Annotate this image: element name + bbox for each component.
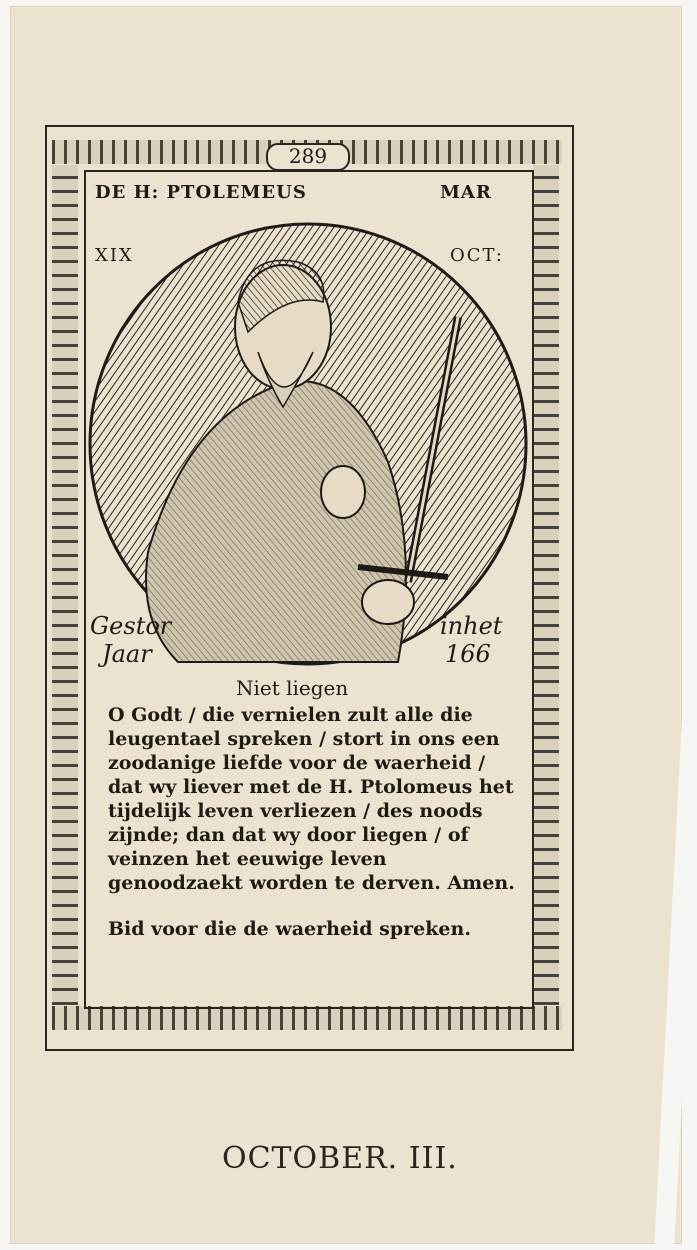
caption-right-line1: inhet [440, 612, 503, 640]
caption-left-line2: Jaar [102, 640, 152, 668]
saint-portrait-engraving [88, 222, 528, 666]
month-abbrev: OCT: [450, 245, 504, 266]
saint-title-suffix: MAR [440, 182, 492, 203]
prayer-subtitle: Niet liegen [236, 676, 349, 700]
page-number: 289 [266, 143, 350, 171]
footer-month: OCTOBER. III. [222, 1141, 458, 1176]
prayer-text: O Godt / die vernielen zult alle die leugentael spreken / stort in ons een zoodanige liefde voor de waerheid / dat wy liever met de H. Ptolomeus het tijdelijk leven verliezen / des noods zijnde; dan dat wy door liegen / of veinzen het eeuwige leven genoodzaekt worden te derven. Amen. [108, 704, 515, 894]
caption-right-line2: 166 [445, 640, 491, 668]
saint-title: DE H: PTOLEMEUS [95, 182, 307, 203]
day-roman: XIX [95, 245, 134, 266]
caption-left-line1: Gestor [90, 612, 172, 640]
closing-line: Bid voor die de waerheid spreken. [108, 918, 471, 940]
